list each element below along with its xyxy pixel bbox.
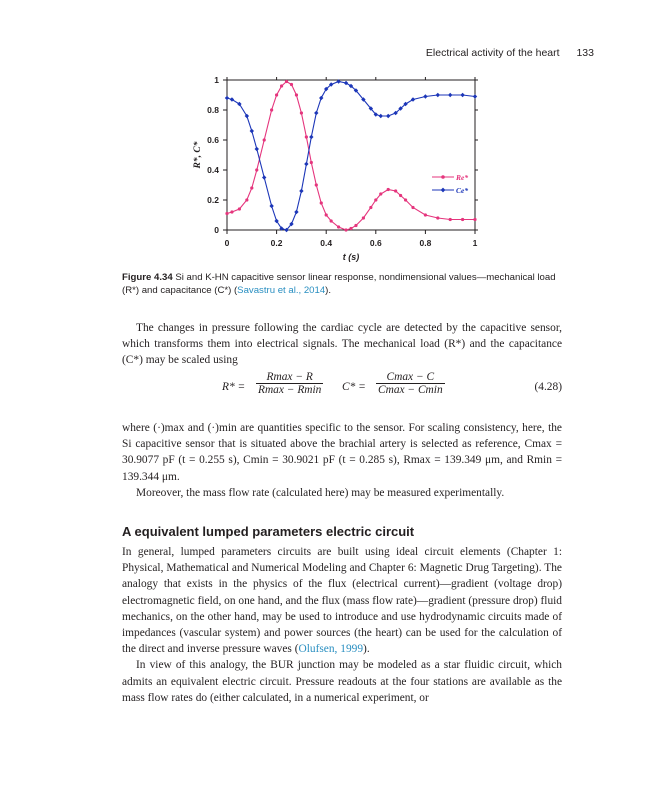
data-point-r: [404, 198, 407, 201]
data-point-r: [310, 161, 313, 164]
data-point-c: [304, 162, 308, 166]
data-point-r: [315, 183, 318, 186]
data-point-r: [354, 224, 357, 227]
x-tick-label: 1: [472, 238, 478, 248]
paragraph-3b-text: In view of this analogy, the BUR junction may be modeled as a star fluidic circuit, which admits an equivalent electric circuit. Pressure readouts at the four stations are available as the mass flow rates do (either calculated, in a numerical experiment, or: [122, 659, 562, 704]
data-point-c: [294, 210, 298, 214]
caption-citation-link[interactable]: Savastru et al., 2014: [237, 285, 326, 296]
data-point-c: [225, 96, 229, 100]
equation-denominator-r: Rmax − Rmin: [258, 384, 322, 396]
paragraph-1-text: The changes in pressure following the cardiac cycle are detected by the capacitive sensor, which transforms them into electrical signals. The mechanical load (R*) and the capacitance (C*) may be scaled using: [122, 322, 562, 367]
data-point-r: [394, 189, 397, 192]
data-point-c: [309, 135, 313, 139]
data-point-c: [473, 94, 477, 98]
data-point-c: [262, 175, 266, 179]
x-tick-label: 0.6: [369, 238, 382, 248]
data-point-r: [424, 213, 427, 216]
paragraph-3a: [122, 544, 562, 657]
data-point-r: [300, 111, 303, 114]
x-axis-label: t (s): [342, 252, 360, 262]
legend-marker: [441, 175, 445, 179]
data-point-r: [225, 212, 228, 215]
data-point-r: [330, 219, 333, 222]
data-point-r: [325, 213, 328, 216]
x-tick-label: 0: [224, 238, 230, 248]
data-point-r: [436, 216, 439, 219]
x-tick-label: 0.8: [419, 238, 432, 248]
plot-area: [192, 75, 478, 262]
equation-fraction-r: [256, 371, 323, 396]
legend-label: Ce*: [456, 186, 469, 195]
data-point-r: [449, 218, 452, 221]
data-point-r: [374, 198, 377, 201]
paragraph-3: [122, 544, 562, 706]
caption-text: Si and K-HN capacitive sensor linear response, nondimensional values—mechanical load (R*) and capacitance (C*) (: [122, 272, 556, 296]
y-tick-label: 0.8: [207, 105, 219, 115]
data-point-c: [250, 129, 254, 133]
data-point-c: [314, 111, 318, 115]
section-heading: A equivalent lumped parameters electric circuit: [122, 524, 415, 539]
data-point-c: [436, 93, 440, 97]
data-point-c: [319, 96, 323, 100]
equation-fraction-c: [376, 371, 445, 396]
equation-lhs-r: R* =: [222, 381, 246, 393]
page-number: 133: [576, 47, 594, 59]
data-point-r: [399, 194, 402, 197]
data-point-c: [299, 189, 303, 193]
equation-numerator-r: Rmax − R: [256, 371, 323, 384]
data-point-r: [280, 84, 283, 87]
paragraph-3a-text: In general, lumped parameters circuits are built using ideal circuit elements (Chapter 1: Physical, Mathematical and Numerical Modeling and Chapter 6: Magnetic Drug Targeting). The analogy that exists in the physics of the flux (electrical current)—gradient (voltage drop) electromagnetic field, on one hand, and the flux (mass flow rate)—gradient (pressure drop) fluid mechanics, on the other hand, may be used to introduce and use hydrodynamic circuits made of impedances (vascular system) and power sources (the heart) can be used for the calculation of the direct and inverse pressure waves (: [122, 546, 562, 656]
data-point-r: [344, 228, 347, 231]
paragraph-1: [122, 320, 562, 369]
figure-label: Figure 4.34: [122, 272, 173, 283]
data-point-r: [461, 218, 464, 221]
equation-numerator-c: Cmax − C: [376, 371, 445, 384]
data-point-r: [285, 80, 288, 83]
equation-denominator-c: Cmax − Cmin: [378, 384, 443, 396]
data-point-c: [460, 93, 464, 97]
data-point-r: [245, 198, 248, 201]
series-line-c: [227, 82, 475, 231]
data-point-r: [387, 188, 390, 191]
figure-caption: [122, 271, 562, 297]
data-point-r: [270, 108, 273, 111]
data-point-r: [230, 210, 233, 213]
equation-lhs-c: C* =: [342, 381, 366, 393]
line-chart: [180, 62, 500, 272]
data-point-c: [448, 93, 452, 97]
paragraph-2a-text: where (·)max and (·)min are quantities specific to the sensor. For scaling consistency, here, the Si capacitive sensor that is situated above the brachial artery is selected as reference, Cmax = 30.9077 pF (t = 0.255 s), Cmin = 30.9021 pF (t = 0.285 s), Rmax = 139.349 μm, and Rmin = 139.344 μm.: [122, 422, 562, 483]
legend-label: Re*: [456, 173, 469, 182]
data-point-r: [263, 138, 266, 141]
paragraph-2b-text: Moreover, the mass flow rate (calculated here) may be measured experimentally.: [136, 486, 505, 499]
paragraph-2: [122, 420, 562, 501]
plot-frame: [227, 80, 475, 230]
data-point-r: [411, 206, 414, 209]
data-point-r: [290, 83, 293, 86]
data-point-c: [379, 114, 383, 118]
caption-tail: ).: [325, 285, 332, 296]
y-axis-label: R*, C*: [193, 141, 203, 169]
data-point-r: [295, 93, 298, 96]
equation-4-28: [122, 368, 562, 408]
data-point-r: [238, 207, 241, 210]
data-point-r: [379, 192, 382, 195]
paragraph-3a-citation-link[interactable]: Olufsen, 1999: [298, 643, 364, 656]
running-title: Electrical activity of the heart: [425, 47, 560, 59]
equation-number: (4.28): [534, 381, 562, 393]
data-point-r: [255, 168, 258, 171]
y-tick-label: 0: [214, 225, 219, 235]
y-tick-label: 0.2: [207, 195, 219, 205]
data-point-r: [320, 201, 323, 204]
legend-marker: [441, 188, 446, 193]
data-point-r: [473, 218, 476, 221]
y-tick-label: 1: [214, 75, 219, 85]
x-tick-label: 0.4: [320, 238, 333, 248]
paragraph-3a-tail: ).: [363, 643, 370, 656]
data-point-c: [269, 204, 273, 208]
data-point-r: [305, 135, 308, 138]
data-point-r: [349, 227, 352, 230]
data-point-c: [255, 147, 259, 151]
series-line-r: [227, 82, 475, 231]
data-point-r: [362, 216, 365, 219]
data-point-r: [337, 225, 340, 228]
y-tick-label: 0.4: [207, 165, 219, 175]
y-tick-label: 0.6: [207, 135, 219, 145]
x-tick-label: 0.2: [270, 238, 283, 248]
data-point-r: [369, 206, 372, 209]
data-point-r: [250, 186, 253, 189]
data-point-r: [275, 93, 278, 96]
data-point-c: [423, 94, 427, 98]
data-point-c: [386, 114, 390, 118]
running-header: [426, 47, 594, 59]
